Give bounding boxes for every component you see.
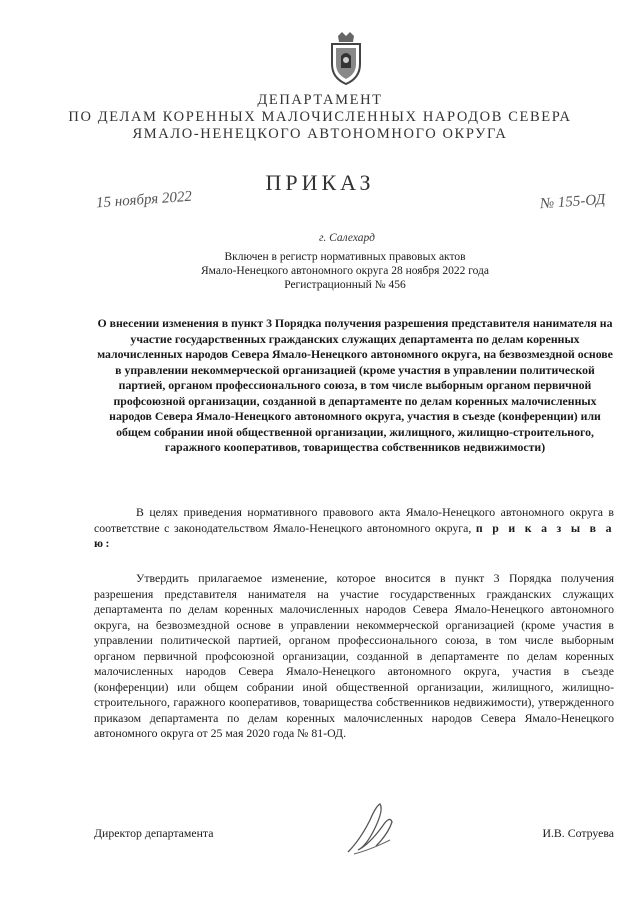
signatory-title: Директор департамента: [94, 826, 214, 840]
city: г. Салехард: [319, 232, 375, 244]
coat-of-arms-icon: [326, 30, 366, 86]
handwritten-signature: [340, 800, 400, 858]
registration-stamp: [180, 250, 510, 292]
department-line-1: ДЕПАРТАМЕНТ: [257, 92, 383, 108]
registration-line-3: Регистрационный № 456: [284, 279, 406, 291]
order-paragraph: Утвердить прилагаемое изменение, которое вносится в пункт 3 Порядка получения разрешения представителя нанимателя на участие государственных гражданских служащих департамента по делам коренных малочисленных народов Севера Ямало-Ненецкого автономного округа, на безвозмездной основе в управлении некоммерческой организацией (кроме участия в управлении политической партией, органом профессионального союза, в том числе выборным органом первичной профсоюзной организации, созданной в департаменте по делам коренных малочисленных народов Севера Ямало-Ненецкого автономного округа, участия в съезде (конференции) или общем собрании иной общественной организации, жилищного, жилищно-строительного, гаражного кооперативов, товарищества собственников недвижимости), утвержденного приказом департамента по делам коренных малочисленных народов Севера Ямало-Ненецкого автономного округа от 25 мая 2020 года № 81-ОД.: [94, 571, 614, 740]
registration-line-1: Включен в регистр нормативных правовых актов: [224, 251, 466, 263]
department-line-2: ПО ДЕЛАМ КОРЕННЫХ МАЛОЧИСЛЕННЫХ НАРОДОВ СЕВЕРА: [68, 109, 572, 125]
department-line-3: ЯМАЛО-НЕНЕЦКОГО АВТОНОМНОГО ОКРУГА: [132, 126, 508, 142]
preamble-text: В целях приведения нормативного правового акта Ямало-Ненецкого автономного округа в соответствие с законодательством Ямало-Ненецкого автономного округа,: [94, 505, 614, 535]
preamble-paragraph: [94, 505, 614, 552]
signatory-name: И.В. Сотруева: [542, 826, 614, 840]
department-name: [0, 92, 640, 143]
document-type: ПРИКАЗ: [265, 170, 375, 195]
order-heading: О внесении изменения в пункт 3 Порядка получения разрешения представителя нанимателя на участие государственных гражданских служащих департамента по делам коренных малочисленных народов Севера Ямало-Ненецкого автономного округа, на безвозмездной основе в управлении некоммерческой организацией (кроме участия в управлении политической партией, органом профессионального союза, в том числе выборным органом первичной профсоюзной организации, созданной в департаменте по делам коренных малочисленных народов Севера Ямало-Ненецкого автономного округа, участия в съезде (конференции) или общем собрании иной общественной организации, жилищного, жилищно-строительного, гаражного кооперативов, товарищества собственников недвижимости): [97, 316, 613, 454]
handwritten-number: № 155-ОД: [539, 191, 606, 213]
handwritten-date: 15 ноября 2022: [95, 188, 193, 212]
order-word: п р и к а з ы в а ю:: [94, 520, 614, 550]
registration-line-2: Ямало-Ненецкого автономного округа 28 ноября 2022 года: [201, 265, 489, 277]
